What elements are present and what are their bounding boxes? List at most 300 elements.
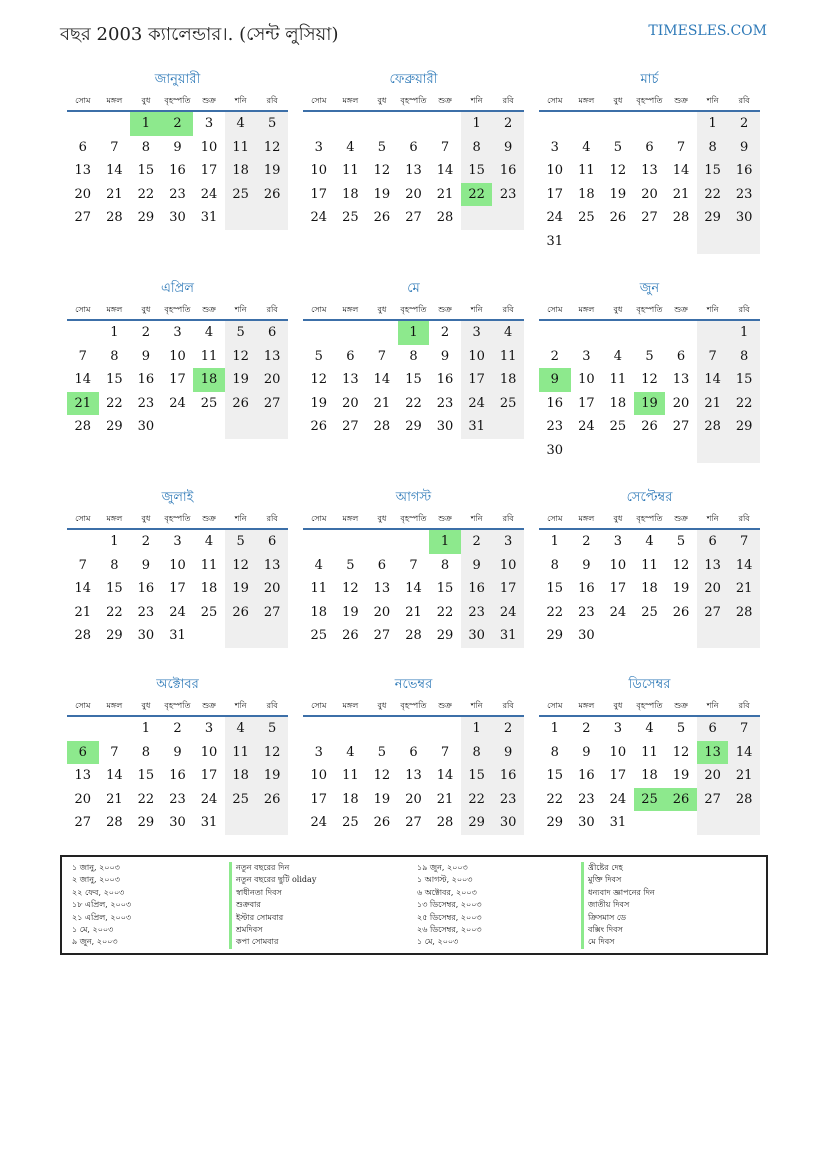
day-cell[interactable]: 17 xyxy=(200,768,218,784)
day-cell[interactable]: 12 xyxy=(672,557,690,573)
day-cell[interactable]: 10 xyxy=(546,163,564,179)
day-cell[interactable]: 30 xyxy=(461,624,493,648)
day-cell[interactable]: 29 xyxy=(405,419,422,435)
day-cell[interactable]: 11 xyxy=(310,581,328,597)
day-cell[interactable]: 18 xyxy=(492,368,524,392)
day-cell[interactable]: 31 xyxy=(546,233,564,249)
day-cell[interactable]: 30 xyxy=(169,815,186,831)
day-cell[interactable]: 24 xyxy=(169,604,186,620)
day-cell[interactable]: 16 xyxy=(169,768,186,784)
day-cell[interactable]: 4 xyxy=(346,744,355,760)
day-cell[interactable]: 27 xyxy=(405,210,422,226)
day-cell[interactable]: 10 xyxy=(578,372,595,388)
day-cell[interactable]: 12 xyxy=(310,372,328,388)
day-cell[interactable]: 21 xyxy=(106,186,123,202)
day-cell[interactable]: 31 xyxy=(169,628,186,644)
day-cell[interactable]: 24 xyxy=(200,186,218,202)
day-cell[interactable]: 21 xyxy=(74,604,92,620)
day-cell[interactable]: 25 xyxy=(641,604,658,620)
day-cell[interactable]: 25 xyxy=(342,210,359,226)
day-cell[interactable]: 11 xyxy=(342,768,359,784)
day-cell[interactable]: 16 xyxy=(436,372,454,388)
day-cell[interactable]: 28 xyxy=(74,628,92,644)
day-cell[interactable]: 17 xyxy=(546,186,564,202)
day-cell[interactable]: 30 xyxy=(546,442,564,458)
day-cell[interactable]: 21 xyxy=(405,604,422,620)
day-cell[interactable]: 14 xyxy=(74,372,92,388)
day-cell[interactable]: 22 xyxy=(137,186,155,202)
day-cell[interactable]: 23 xyxy=(492,788,524,812)
day-cell[interactable]: 7 xyxy=(377,348,387,364)
day-cell[interactable]: 16 xyxy=(137,372,155,388)
day-cell[interactable]: 4 xyxy=(645,534,654,549)
day-cell[interactable]: 19 xyxy=(225,368,257,392)
day-cell[interactable]: 17 xyxy=(200,163,218,179)
day-cell[interactable]: 9 xyxy=(141,348,151,364)
day-cell[interactable]: 14 xyxy=(74,581,92,597)
day-cell[interactable]: 20 xyxy=(74,186,92,202)
day-cell[interactable]: 21 xyxy=(672,186,690,202)
day-cell[interactable]: 5 xyxy=(256,717,288,741)
holiday-day-cell[interactable]: 2 xyxy=(162,112,194,136)
day-cell[interactable]: 24 xyxy=(200,791,218,807)
day-cell[interactable]: 9 xyxy=(492,136,524,160)
day-cell[interactable]: 1 xyxy=(697,112,729,136)
day-cell[interactable]: 13 xyxy=(405,768,422,784)
day-cell[interactable]: 10 xyxy=(310,768,328,784)
day-cell[interactable]: 16 xyxy=(169,163,186,179)
day-cell[interactable]: 15 xyxy=(137,768,155,784)
day-cell[interactable]: 13 xyxy=(672,372,690,388)
day-cell[interactable]: 6 xyxy=(697,717,729,741)
day-cell[interactable]: 30 xyxy=(169,210,186,226)
day-cell[interactable]: 10 xyxy=(169,557,186,573)
holiday-day-cell[interactable]: 1 xyxy=(429,530,461,554)
day-cell[interactable]: 2 xyxy=(582,721,591,736)
day-cell[interactable]: 18 xyxy=(200,581,218,597)
day-cell[interactable]: 26 xyxy=(342,628,359,644)
day-cell[interactable]: 17 xyxy=(169,372,186,388)
day-cell[interactable]: 27 xyxy=(641,210,658,226)
day-cell[interactable]: 8 xyxy=(440,557,450,573)
day-cell[interactable]: 5 xyxy=(225,530,257,554)
day-cell[interactable]: 5 xyxy=(676,534,686,549)
day-cell[interactable]: 29 xyxy=(461,811,493,835)
day-cell[interactable]: 12 xyxy=(256,136,288,160)
day-cell[interactable]: 19 xyxy=(256,764,288,788)
day-cell[interactable]: 3 xyxy=(173,325,182,340)
day-cell[interactable]: 23 xyxy=(578,604,595,620)
site-link[interactable]: TIMESLES.COM xyxy=(648,23,767,39)
day-cell[interactable]: 21 xyxy=(373,395,391,411)
day-cell[interactable]: 9 xyxy=(728,136,760,160)
day-cell[interactable]: 3 xyxy=(314,744,323,760)
day-cell[interactable]: 31 xyxy=(200,815,218,831)
day-cell[interactable]: 17 xyxy=(461,368,493,392)
day-cell[interactable]: 23 xyxy=(169,186,186,202)
day-cell[interactable]: 14 xyxy=(697,368,729,392)
day-cell[interactable]: 19 xyxy=(256,159,288,183)
day-cell[interactable]: 12 xyxy=(373,163,391,179)
day-cell[interactable]: 3 xyxy=(613,534,623,549)
day-cell[interactable]: 10 xyxy=(609,557,627,573)
day-cell[interactable]: 12 xyxy=(672,744,690,760)
day-cell[interactable]: 27 xyxy=(256,392,288,416)
day-cell[interactable]: 4 xyxy=(314,557,323,573)
day-cell[interactable]: 7 xyxy=(110,744,119,760)
day-cell[interactable]: 16 xyxy=(492,159,524,183)
day-cell[interactable]: 21 xyxy=(728,764,760,788)
day-cell[interactable]: 30 xyxy=(137,419,155,435)
day-cell[interactable]: 15 xyxy=(137,163,155,179)
day-cell[interactable]: 15 xyxy=(106,372,123,388)
day-cell[interactable]: 28 xyxy=(373,419,391,435)
day-cell[interactable]: 8 xyxy=(461,136,493,160)
day-cell[interactable]: 3 xyxy=(550,139,559,155)
day-cell[interactable]: 15 xyxy=(106,581,123,597)
day-cell[interactable]: 13 xyxy=(373,581,391,597)
day-cell[interactable]: 14 xyxy=(728,741,760,765)
holiday-day-cell[interactable]: 13 xyxy=(697,741,729,765)
day-cell[interactable]: 3 xyxy=(461,321,493,345)
day-cell[interactable]: 26 xyxy=(373,815,391,831)
day-cell[interactable]: 1 xyxy=(728,321,760,345)
day-cell[interactable]: 8 xyxy=(141,744,151,760)
day-cell[interactable]: 7 xyxy=(728,717,760,741)
day-cell[interactable]: 9 xyxy=(173,744,182,760)
day-cell[interactable]: 16 xyxy=(461,577,493,601)
day-cell[interactable]: 4 xyxy=(225,717,257,741)
day-cell[interactable]: 9 xyxy=(582,557,591,573)
day-cell[interactable]: 14 xyxy=(728,554,760,578)
day-cell[interactable]: 21 xyxy=(728,577,760,601)
day-cell[interactable]: 13 xyxy=(256,554,288,578)
day-cell[interactable]: 16 xyxy=(546,395,564,411)
day-cell[interactable]: 11 xyxy=(225,136,257,160)
day-cell[interactable]: 9 xyxy=(582,744,591,760)
day-cell[interactable]: 26 xyxy=(310,419,328,435)
day-cell[interactable]: 8 xyxy=(141,139,151,155)
day-cell[interactable]: 1 xyxy=(110,325,119,340)
day-cell[interactable]: 21 xyxy=(436,791,454,807)
day-cell[interactable]: 20 xyxy=(256,577,288,601)
day-cell[interactable]: 10 xyxy=(200,744,218,760)
day-cell[interactable]: 13 xyxy=(641,163,658,179)
day-cell[interactable]: 21 xyxy=(697,392,729,416)
day-cell[interactable]: 19 xyxy=(609,186,627,202)
day-cell[interactable]: 7 xyxy=(409,557,418,573)
day-cell[interactable]: 17 xyxy=(578,395,595,411)
day-cell[interactable]: 28 xyxy=(436,210,454,226)
day-cell[interactable]: 2 xyxy=(550,348,559,364)
day-cell[interactable]: 27 xyxy=(697,601,729,625)
day-cell[interactable]: 14 xyxy=(106,163,123,179)
day-cell[interactable]: 1 xyxy=(550,721,559,736)
day-cell[interactable]: 16 xyxy=(728,159,760,183)
day-cell[interactable]: 27 xyxy=(74,815,92,831)
day-cell[interactable]: 3 xyxy=(204,116,214,131)
day-cell[interactable]: 15 xyxy=(436,581,454,597)
holiday-day-cell[interactable]: 26 xyxy=(665,788,697,812)
day-cell[interactable]: 18 xyxy=(225,159,257,183)
day-cell[interactable]: 6 xyxy=(346,348,355,364)
day-cell[interactable]: 29 xyxy=(137,210,155,226)
day-cell[interactable]: 29 xyxy=(697,206,729,230)
day-cell[interactable]: 24 xyxy=(492,601,524,625)
day-cell[interactable]: 7 xyxy=(78,557,87,573)
day-cell[interactable]: 15 xyxy=(546,768,564,784)
day-cell[interactable]: 25 xyxy=(200,395,218,411)
day-cell[interactable]: 20 xyxy=(342,395,359,411)
day-cell[interactable]: 22 xyxy=(106,604,123,620)
day-cell[interactable]: 19 xyxy=(310,395,328,411)
day-cell[interactable]: 22 xyxy=(546,604,564,620)
day-cell[interactable]: 9 xyxy=(461,554,493,578)
day-cell[interactable]: 20 xyxy=(641,186,658,202)
day-cell[interactable]: 26 xyxy=(256,788,288,812)
day-cell[interactable]: 2 xyxy=(173,721,182,736)
day-cell[interactable]: 13 xyxy=(74,163,92,179)
day-cell[interactable]: 12 xyxy=(225,345,257,369)
holiday-day-cell[interactable]: 1 xyxy=(398,321,430,345)
day-cell[interactable]: 5 xyxy=(377,139,387,155)
day-cell[interactable]: 24 xyxy=(461,392,493,416)
day-cell[interactable]: 4 xyxy=(492,321,524,345)
day-cell[interactable]: 30 xyxy=(492,811,524,835)
day-cell[interactable]: 22 xyxy=(436,604,454,620)
day-cell[interactable]: 19 xyxy=(342,604,359,620)
day-cell[interactable]: 2 xyxy=(141,325,151,340)
day-cell[interactable]: 17 xyxy=(609,581,627,597)
day-cell[interactable]: 21 xyxy=(436,186,454,202)
day-cell[interactable]: 23 xyxy=(492,183,524,207)
day-cell[interactable]: 23 xyxy=(461,601,493,625)
day-cell[interactable]: 6 xyxy=(256,321,288,345)
day-cell[interactable]: 7 xyxy=(440,744,450,760)
day-cell[interactable]: 15 xyxy=(461,764,493,788)
day-cell[interactable]: 1 xyxy=(110,534,119,549)
day-cell[interactable]: 6 xyxy=(676,348,686,364)
day-cell[interactable]: 25 xyxy=(492,392,524,416)
day-cell[interactable]: 7 xyxy=(676,139,686,155)
day-cell[interactable]: 4 xyxy=(346,139,355,155)
day-cell[interactable]: 11 xyxy=(609,372,627,388)
day-cell[interactable]: 17 xyxy=(310,186,328,202)
day-cell[interactable]: 26 xyxy=(373,210,391,226)
day-cell[interactable]: 30 xyxy=(436,419,454,435)
holiday-day-cell[interactable]: 22 xyxy=(461,183,493,207)
day-cell[interactable]: 12 xyxy=(609,163,627,179)
day-cell[interactable]: 4 xyxy=(204,534,214,549)
day-cell[interactable]: 28 xyxy=(697,415,729,439)
day-cell[interactable]: 13 xyxy=(697,554,729,578)
day-cell[interactable]: 27 xyxy=(342,419,359,435)
day-cell[interactable]: 28 xyxy=(436,815,454,831)
day-cell[interactable]: 18 xyxy=(342,791,359,807)
day-cell[interactable]: 4 xyxy=(204,325,214,340)
day-cell[interactable]: 6 xyxy=(409,744,418,760)
day-cell[interactable]: 23 xyxy=(137,395,155,411)
day-cell[interactable]: 6 xyxy=(697,530,729,554)
day-cell[interactable]: 22 xyxy=(405,395,422,411)
holiday-day-cell[interactable]: 6 xyxy=(67,741,99,765)
day-cell[interactable]: 5 xyxy=(314,348,323,364)
day-cell[interactable]: 10 xyxy=(609,744,627,760)
day-cell[interactable]: 8 xyxy=(409,348,418,364)
day-cell[interactable]: 22 xyxy=(728,392,760,416)
day-cell[interactable]: 14 xyxy=(436,163,454,179)
day-cell[interactable]: 2 xyxy=(440,325,450,340)
day-cell[interactable]: 8 xyxy=(728,345,760,369)
day-cell[interactable]: 15 xyxy=(728,368,760,392)
day-cell[interactable]: 28 xyxy=(106,815,123,831)
day-cell[interactable]: 28 xyxy=(672,210,690,226)
day-cell[interactable]: 18 xyxy=(310,604,328,620)
day-cell[interactable]: 18 xyxy=(641,581,658,597)
day-cell[interactable]: 20 xyxy=(74,791,92,807)
day-cell[interactable]: 5 xyxy=(346,557,355,573)
day-cell[interactable]: 14 xyxy=(373,372,391,388)
day-cell[interactable]: 3 xyxy=(582,348,591,364)
day-cell[interactable]: 27 xyxy=(74,210,92,226)
day-cell[interactable]: 14 xyxy=(106,768,123,784)
day-cell[interactable]: 26 xyxy=(256,183,288,207)
day-cell[interactable]: 10 xyxy=(461,345,493,369)
day-cell[interactable]: 9 xyxy=(440,348,450,364)
day-cell[interactable]: 3 xyxy=(314,139,323,155)
day-cell[interactable]: 3 xyxy=(173,534,182,549)
day-cell[interactable]: 29 xyxy=(106,628,123,644)
day-cell[interactable]: 15 xyxy=(546,581,564,597)
day-cell[interactable]: 25 xyxy=(225,183,257,207)
day-cell[interactable]: 13 xyxy=(74,768,92,784)
day-cell[interactable]: 3 xyxy=(613,721,623,736)
day-cell[interactable]: 29 xyxy=(436,628,454,644)
day-cell[interactable]: 23 xyxy=(546,419,564,435)
day-cell[interactable]: 22 xyxy=(137,791,155,807)
day-cell[interactable]: 12 xyxy=(256,741,288,765)
day-cell[interactable]: 5 xyxy=(225,321,257,345)
day-cell[interactable]: 24 xyxy=(546,210,564,226)
day-cell[interactable]: 28 xyxy=(405,628,422,644)
day-cell[interactable]: 27 xyxy=(672,419,690,435)
day-cell[interactable]: 5 xyxy=(645,348,654,364)
day-cell[interactable]: 28 xyxy=(728,601,760,625)
day-cell[interactable]: 31 xyxy=(609,815,627,831)
day-cell[interactable]: 29 xyxy=(728,415,760,439)
day-cell[interactable]: 6 xyxy=(409,139,418,155)
day-cell[interactable]: 23 xyxy=(169,791,186,807)
day-cell[interactable]: 18 xyxy=(342,186,359,202)
day-cell[interactable]: 12 xyxy=(373,768,391,784)
day-cell[interactable]: 7 xyxy=(728,530,760,554)
day-cell[interactable]: 1 xyxy=(461,717,493,741)
day-cell[interactable]: 1 xyxy=(141,721,151,736)
day-cell[interactable]: 19 xyxy=(672,581,690,597)
day-cell[interactable]: 20 xyxy=(256,368,288,392)
day-cell[interactable]: 31 xyxy=(200,210,218,226)
day-cell[interactable]: 4 xyxy=(645,721,654,736)
holiday-day-cell[interactable]: 21 xyxy=(67,392,99,416)
day-cell[interactable]: 25 xyxy=(310,628,328,644)
day-cell[interactable]: 25 xyxy=(225,788,257,812)
day-cell[interactable]: 28 xyxy=(728,788,760,812)
day-cell[interactable]: 5 xyxy=(377,744,387,760)
day-cell[interactable]: 1 xyxy=(550,534,559,549)
day-cell[interactable]: 16 xyxy=(578,581,595,597)
day-cell[interactable]: 6 xyxy=(645,139,654,155)
day-cell[interactable]: 22 xyxy=(546,791,564,807)
day-cell[interactable]: 18 xyxy=(609,395,627,411)
day-cell[interactable]: 29 xyxy=(546,628,564,644)
holiday-day-cell[interactable]: 19 xyxy=(634,392,666,416)
day-cell[interactable]: 2 xyxy=(728,112,760,136)
holiday-day-cell[interactable]: 1 xyxy=(130,112,162,136)
day-cell[interactable]: 17 xyxy=(492,577,524,601)
day-cell[interactable]: 14 xyxy=(436,768,454,784)
day-cell[interactable]: 26 xyxy=(641,419,658,435)
day-cell[interactable]: 23 xyxy=(578,791,595,807)
day-cell[interactable]: 16 xyxy=(578,768,595,784)
day-cell[interactable]: 20 xyxy=(373,604,391,620)
day-cell[interactable]: 4 xyxy=(582,139,591,155)
day-cell[interactable]: 6 xyxy=(377,557,387,573)
day-cell[interactable]: 13 xyxy=(256,345,288,369)
day-cell[interactable]: 20 xyxy=(697,764,729,788)
day-cell[interactable]: 7 xyxy=(697,345,729,369)
day-cell[interactable]: 9 xyxy=(141,557,151,573)
holiday-day-cell[interactable]: 18 xyxy=(193,368,225,392)
day-cell[interactable]: 31 xyxy=(461,415,493,439)
day-cell[interactable]: 10 xyxy=(200,139,218,155)
day-cell[interactable]: 2 xyxy=(461,530,493,554)
day-cell[interactable]: 23 xyxy=(436,395,454,411)
day-cell[interactable]: 15 xyxy=(405,372,422,388)
day-cell[interactable]: 10 xyxy=(169,348,186,364)
day-cell[interactable]: 17 xyxy=(169,581,186,597)
day-cell[interactable]: 28 xyxy=(106,210,123,226)
day-cell[interactable]: 7 xyxy=(78,348,87,364)
day-cell[interactable]: 5 xyxy=(676,721,686,736)
day-cell[interactable]: 30 xyxy=(137,628,155,644)
day-cell[interactable]: 17 xyxy=(310,791,328,807)
day-cell[interactable]: 30 xyxy=(728,206,760,230)
day-cell[interactable]: 2 xyxy=(492,112,524,136)
day-cell[interactable]: 8 xyxy=(550,557,559,573)
day-cell[interactable]: 11 xyxy=(641,744,658,760)
day-cell[interactable]: 11 xyxy=(641,557,658,573)
holiday-day-cell[interactable]: 25 xyxy=(634,788,666,812)
day-cell[interactable]: 11 xyxy=(578,163,595,179)
day-cell[interactable]: 7 xyxy=(440,139,450,155)
day-cell[interactable]: 22 xyxy=(461,788,493,812)
day-cell[interactable]: 24 xyxy=(310,210,328,226)
day-cell[interactable]: 30 xyxy=(578,815,595,831)
day-cell[interactable]: 15 xyxy=(697,159,729,183)
day-cell[interactable]: 16 xyxy=(492,764,524,788)
day-cell[interactable]: 19 xyxy=(373,791,391,807)
day-cell[interactable]: 7 xyxy=(110,139,119,155)
day-cell[interactable]: 10 xyxy=(310,163,328,179)
day-cell[interactable]: 4 xyxy=(613,348,623,364)
day-cell[interactable]: 8 xyxy=(461,741,493,765)
day-cell[interactable]: 29 xyxy=(106,419,123,435)
day-cell[interactable]: 18 xyxy=(641,768,658,784)
day-cell[interactable]: 24 xyxy=(609,604,627,620)
day-cell[interactable]: 27 xyxy=(256,601,288,625)
day-cell[interactable]: 27 xyxy=(405,815,422,831)
day-cell[interactable]: 8 xyxy=(110,348,119,364)
